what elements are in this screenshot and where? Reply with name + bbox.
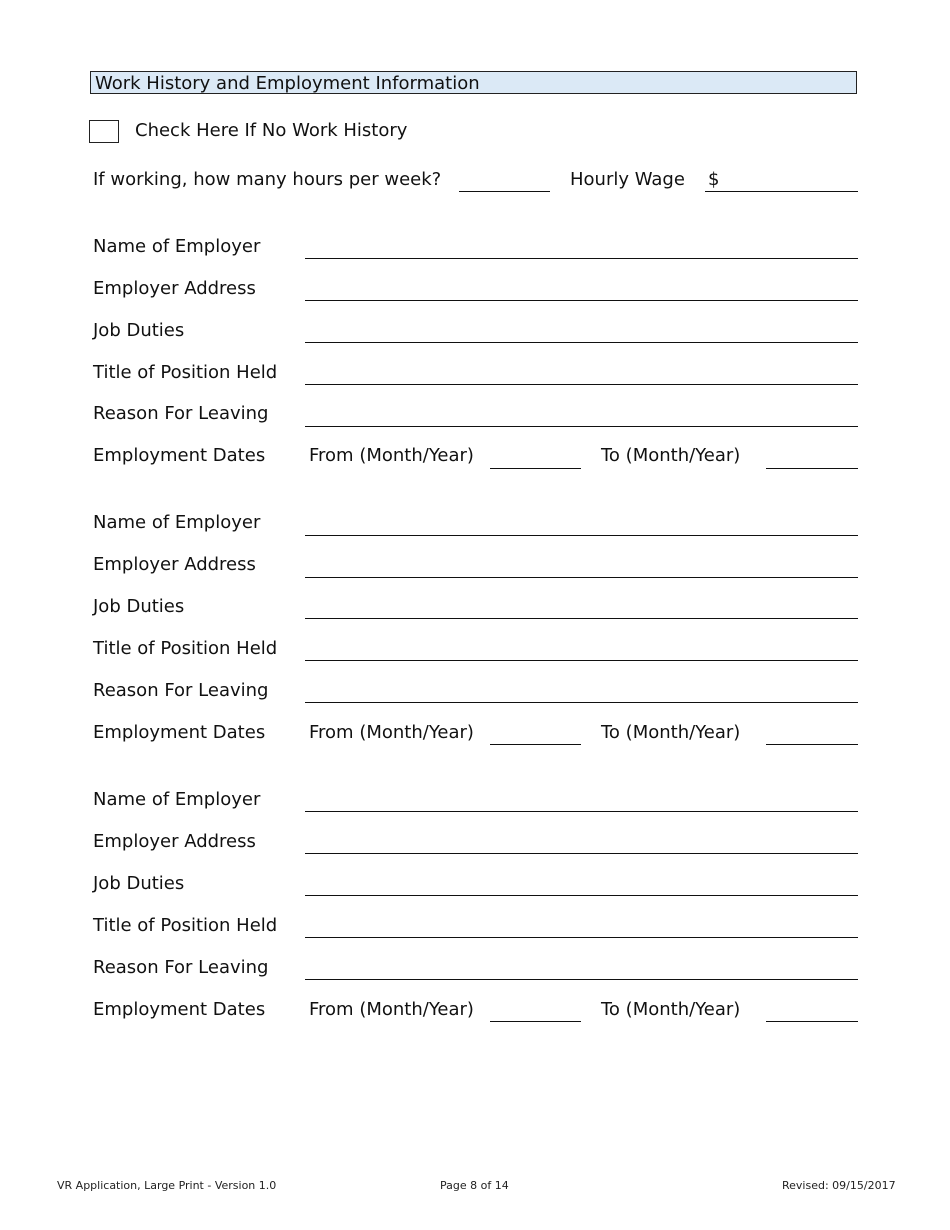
position-title-label: Title of Position Held	[93, 915, 278, 936]
job-duties-field[interactable]	[305, 618, 858, 619]
employer-address-field[interactable]	[305, 853, 858, 854]
job-duties-label: Job Duties	[93, 596, 185, 617]
position-title-field[interactable]	[305, 660, 858, 661]
to-date-field[interactable]	[766, 744, 858, 745]
job-duties-label: Job Duties	[93, 320, 185, 341]
employer-name-label: Name of Employer	[93, 236, 261, 257]
section-title: Work History and Employment Information	[90, 71, 857, 94]
position-title-label: Title of Position Held	[93, 362, 278, 383]
from-date-field[interactable]	[490, 468, 581, 469]
no-work-history-checkbox[interactable]	[89, 120, 119, 143]
employer-address-label: Employer Address	[93, 278, 256, 299]
reason-for-leaving-field[interactable]	[305, 702, 858, 703]
reason-for-leaving-label: Reason For Leaving	[93, 680, 269, 701]
to-date-field[interactable]	[766, 468, 858, 469]
from-date-field[interactable]	[490, 1021, 581, 1022]
reason-for-leaving-field[interactable]	[305, 426, 858, 427]
employer-address-field[interactable]	[305, 577, 858, 578]
position-title-label: Title of Position Held	[93, 638, 278, 659]
hours-per-week-field[interactable]	[459, 191, 550, 192]
employer-name-label: Name of Employer	[93, 789, 261, 810]
reason-for-leaving-label: Reason For Leaving	[93, 403, 269, 424]
job-duties-label: Job Duties	[93, 873, 185, 894]
position-title-field[interactable]	[305, 937, 858, 938]
from-date-label: From (Month/Year)	[309, 999, 474, 1020]
footer-version: VR Application, Large Print - Version 1.0	[57, 1179, 277, 1192]
employment-dates-label: Employment Dates	[93, 722, 266, 743]
employment-dates-label: Employment Dates	[93, 999, 266, 1020]
to-date-field[interactable]	[766, 1021, 858, 1022]
from-date-field[interactable]	[490, 744, 581, 745]
employer-address-label: Employer Address	[93, 554, 256, 575]
reason-for-leaving-field[interactable]	[305, 979, 858, 980]
hours-question-label: If working, how many hours per week?	[93, 169, 442, 190]
employer-address-field[interactable]	[305, 300, 858, 301]
job-duties-field[interactable]	[305, 342, 858, 343]
currency-symbol: $	[708, 169, 720, 190]
position-title-field[interactable]	[305, 384, 858, 385]
employment-dates-label: Employment Dates	[93, 445, 266, 466]
to-date-label: To (Month/Year)	[601, 722, 741, 743]
from-date-label: From (Month/Year)	[309, 722, 474, 743]
employer-address-label: Employer Address	[93, 831, 256, 852]
hourly-wage-label: Hourly Wage	[570, 169, 685, 190]
no-work-history-label: Check Here If No Work History	[135, 120, 408, 141]
employer-name-label: Name of Employer	[93, 512, 261, 533]
hourly-wage-field[interactable]	[705, 191, 858, 192]
reason-for-leaving-label: Reason For Leaving	[93, 957, 269, 978]
employer-name-field[interactable]	[305, 535, 858, 536]
employer-name-field[interactable]	[305, 258, 858, 259]
to-date-label: To (Month/Year)	[601, 445, 741, 466]
employer-name-field[interactable]	[305, 811, 858, 812]
job-duties-field[interactable]	[305, 895, 858, 896]
footer-page-number: Page 8 of 14	[440, 1179, 509, 1192]
to-date-label: To (Month/Year)	[601, 999, 741, 1020]
footer-revised-date: Revised: 09/15/2017	[782, 1179, 896, 1192]
from-date-label: From (Month/Year)	[309, 445, 474, 466]
